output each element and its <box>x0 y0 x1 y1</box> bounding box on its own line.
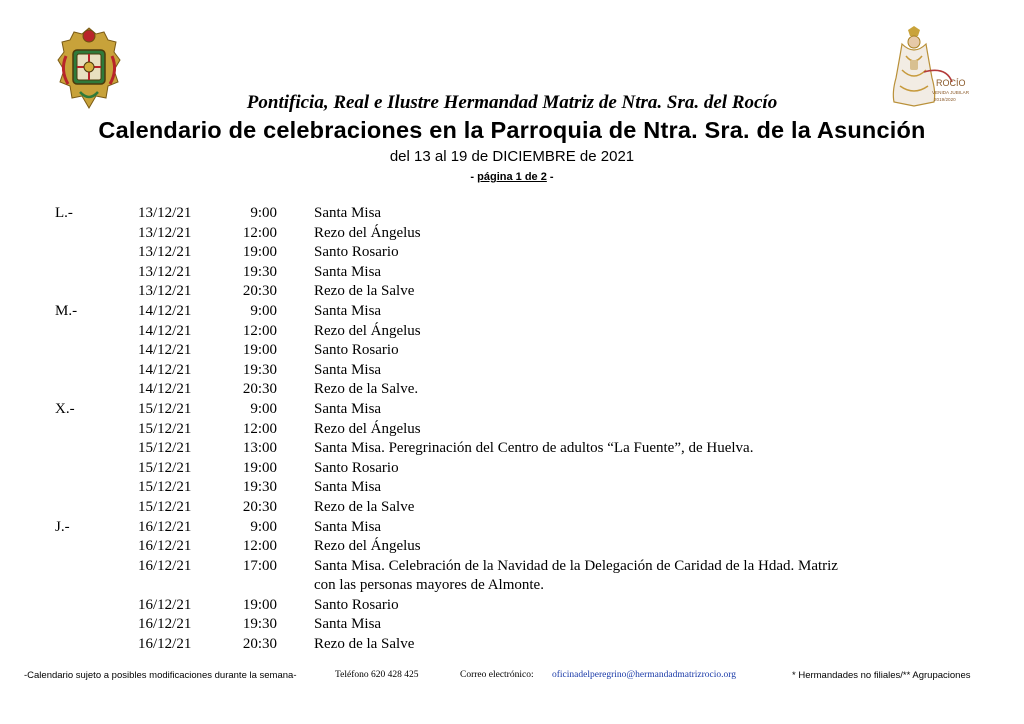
page-indicator <box>0 171 1024 183</box>
schedule-row <box>0 204 1024 224</box>
event-description-line-2: con las personas mayores de Almonte. <box>314 577 544 594</box>
event-description: Rezo del Ángelus <box>314 224 421 241</box>
schedule-row <box>0 420 1024 440</box>
event-description: Santo Rosario <box>314 459 399 476</box>
event-time: 20:30 <box>242 283 277 300</box>
event-description: Santo Rosario <box>314 342 399 359</box>
schedule-row <box>0 439 1024 459</box>
event-date: 13/12/21 <box>138 283 192 300</box>
event-date: 15/12/21 <box>138 498 192 515</box>
schedule-row <box>0 243 1024 263</box>
event-description: Santo Rosario <box>314 596 399 613</box>
event-time: 9:00 <box>250 302 277 319</box>
event-date: 15/12/21 <box>138 420 192 437</box>
event-time: 20:30 <box>242 381 277 398</box>
event-date: 16/12/21 <box>138 596 192 613</box>
event-description: Rezo de la Salve <box>314 636 415 653</box>
event-date: 16/12/21 <box>138 557 192 574</box>
event-description-line-1: Santa Misa. Celebración de la Navidad de la Delegación de Caridad de la Hdad. Matriz <box>314 557 838 574</box>
event-description: Rezo del Ángelus <box>314 538 421 555</box>
event-time: 9:00 <box>250 400 277 417</box>
event-time: 12:00 <box>242 420 277 437</box>
event-date: 15/12/21 <box>138 440 192 457</box>
event-date: 15/12/21 <box>138 459 192 476</box>
event-date: 16/12/21 <box>138 616 192 633</box>
event-time: 17:00 <box>242 557 277 574</box>
schedule-row <box>0 537 1024 557</box>
schedule-row <box>0 341 1024 361</box>
event-description: Santo Rosario <box>314 244 399 261</box>
schedule-row <box>0 557 1024 596</box>
schedule-row <box>0 459 1024 479</box>
schedule-row <box>0 302 1024 322</box>
date-range: del 13 al 19 de DICIEMBRE de 2021 <box>389 148 635 165</box>
event-description <box>314 557 924 596</box>
event-description: Santa Misa <box>314 263 382 280</box>
schedule-row <box>0 361 1024 381</box>
event-date: 13/12/21 <box>138 244 192 261</box>
footer-legend: * Hermandades no filiales/** Agrupaciones <box>792 670 971 681</box>
page-indicator-prefix: - <box>470 171 478 183</box>
event-date: 14/12/21 <box>138 302 192 319</box>
event-time: 19:00 <box>242 342 277 359</box>
event-time: 12:00 <box>242 538 277 555</box>
event-description: Santa Misa <box>314 205 382 221</box>
event-date: 14/12/21 <box>138 342 192 359</box>
logo-text-rocio: ROCÍO <box>936 78 966 88</box>
schedule-row <box>0 518 1024 538</box>
event-date: 16/12/21 <box>138 636 192 653</box>
schedule-row <box>0 498 1024 518</box>
logo-text-venida: VENIDA JUBILAR <box>932 90 970 95</box>
event-time: 20:30 <box>242 498 277 515</box>
event-date: 13/12/21 <box>138 263 192 280</box>
event-time: 20:30 <box>242 636 277 653</box>
event-time: 12:00 <box>242 322 277 339</box>
event-date: 14/12/21 <box>138 381 192 398</box>
day-label: M.- <box>55 302 78 319</box>
schedule-row <box>0 263 1024 283</box>
event-description: Santa Misa <box>314 518 382 535</box>
footer-email-label: Correo electrónico: <box>460 670 534 680</box>
event-time: 19:00 <box>242 459 277 476</box>
event-time: 19:30 <box>242 616 277 633</box>
footer-email-link[interactable]: oficinadelperegrino@hermandadmatrizrocio.org <box>552 670 736 680</box>
day-label: X.- <box>55 400 75 417</box>
event-description: Rezo del Ángelus <box>314 322 421 339</box>
event-description: Santa Misa. Peregrinación del Centro de adultos “La Fuente”, de Huelva. <box>314 440 754 457</box>
event-time: 19:00 <box>242 244 277 261</box>
page-title: Calendario de celebraciones en la Parroquia de Ntra. Sra. de la Asunción <box>98 117 926 143</box>
event-time: 12:00 <box>242 224 277 241</box>
event-description: Santa Misa <box>314 479 382 496</box>
event-time: 13:00 <box>242 440 277 457</box>
schedule-row <box>0 400 1024 420</box>
event-time: 19:30 <box>242 479 277 496</box>
schedule-row <box>0 380 1024 400</box>
event-date: 13/12/21 <box>138 205 192 221</box>
schedule-table <box>0 204 1024 655</box>
event-time: 19:30 <box>242 263 277 280</box>
footer-disclaimer: -Calendario sujeto a posibles modificaciones durante la semana- <box>24 670 297 681</box>
schedule-row <box>0 282 1024 302</box>
day-label: L.- <box>55 205 73 221</box>
schedule-row <box>0 478 1024 498</box>
event-description: Rezo de la Salve <box>314 283 415 300</box>
schedule-row <box>0 635 1024 655</box>
page-indicator-suffix: - <box>546 171 554 183</box>
event-description: Rezo de la Salve <box>314 498 415 515</box>
event-date: 14/12/21 <box>138 322 192 339</box>
event-description: Rezo de la Salve. <box>314 381 419 398</box>
schedule-row <box>0 224 1024 244</box>
day-label: J.- <box>55 518 70 535</box>
event-time: 19:00 <box>242 596 277 613</box>
event-time: 19:30 <box>242 361 277 378</box>
page-indicator-label: página 1 de 2 <box>477 171 547 183</box>
brotherhood-name: Pontificia, Real e Ilustre Hermandad Matriz de Ntra. Sra. del Rocío <box>246 92 778 113</box>
event-description: Santa Misa <box>314 302 382 319</box>
schedule-row <box>0 596 1024 616</box>
event-time: 9:00 <box>250 205 277 221</box>
footer-phone: Teléfono 620 428 425 <box>335 670 419 680</box>
logo-text-years: 2019/2020 <box>934 97 956 102</box>
event-date: 16/12/21 <box>138 518 192 535</box>
event-description: Santa Misa <box>314 361 382 378</box>
schedule-row <box>0 615 1024 635</box>
event-date: 15/12/21 <box>138 400 192 417</box>
event-description: Santa Misa <box>314 400 382 417</box>
schedule-row <box>0 322 1024 342</box>
event-description: Rezo del Ángelus <box>314 420 421 437</box>
event-date: 13/12/21 <box>138 224 192 241</box>
event-time: 9:00 <box>250 518 277 535</box>
event-description: Santa Misa <box>314 616 382 633</box>
event-date: 14/12/21 <box>138 361 192 378</box>
event-date: 15/12/21 <box>138 479 192 496</box>
event-date: 16/12/21 <box>138 538 192 555</box>
